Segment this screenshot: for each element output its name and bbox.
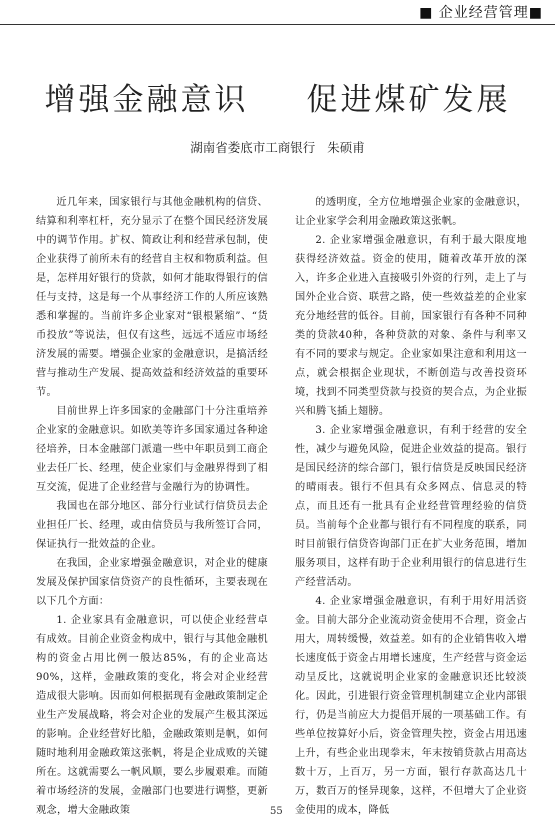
body-paragraph: 我国也在部分地区、部分行业试行信贷员去企业担任厂长、经理，或由信贷员与我所签订合同，保证执行一批效益的企业。 [36, 501, 268, 550]
right-column [295, 193, 527, 820]
body-paragraph: 目前世界上许多国家的金融部门十分注重培养企业家的金融意识。如欧美等许多国家通过各种途径培养，日本金融部门派遣一些中年职员到工商企业去任厂长、经理，使企业家们与金融界得到了相互交流，促进了企业经营与金融行为的协调性。 [36, 406, 268, 493]
page-number: 55 [270, 806, 283, 817]
left-column [36, 193, 268, 820]
header-bar [0, 0, 555, 25]
section-tag: ■ 企业经营管理■ [419, 5, 543, 21]
body-paragraph: 近几年来，国家银行与其他金融机构的信贷、结算和利率杠杆，充分显示了在整个国民经济发展中的调节作用。扩权、简政让利和经营承包制，使企业获得了前所未有的经营自主权和物质利益。但是，怎样用好银行的贷款，如何才能取得银行的信任与支持，这是每一个从事经济工作的人所应该熟悉和掌握的。当前许多企业家对“银根紧缩”、“货币投放”等说法，但仅有这些，远远不适应市场经济发展的需要。增强企业家的金融意识，是搞活经营与推动生产发展、提高效益和经济效益的重要环节。 [36, 197, 268, 398]
byline [0, 138, 555, 156]
author-name: 朱硕甫 [327, 140, 365, 155]
body-paragraph: 3. 企业家增强金融意识，有利于经营的安全性，减少与避免风险，促进企业效益的提高。银行是国民经济的综合部门，银行信贷是反映国民经济的晴雨表。银行不但具有众多网点、信息灵的特点，而且还有一批具有企业经营管理经验的信贷员。当前每个企业都与银行有不同程度的联系，同时目前银行信贷咨询部门正在扩大业务范围，增加服务项目，这样有助于企业利用银行的信息进行生产经营活动。 [295, 425, 527, 588]
body-paragraph: 在我国，企业家增强金融意识，对企业的健康发展及保护国家信贷资产的良性循环，主要表现在以下几个方面： [36, 558, 268, 607]
body-paragraph: 1. 企业家具有金融意识，可以使企业经营卓有成效。目前企业资金构成中，银行与其他金融机构的资金占用比例一般达85%，有的企业高达90%，这样，金融政策的变化，将会对企业经营造成很大影响。因而如何根据现有金融政策制定企业生产发展战略，将会对企业的发展产生极其深远的影响。企业经营好比船，金融政策则是帆，如何随时地利用金融政策这张帆，将是企业成败的关键所在。这就需要么一帆风顺，要么步履艰难。而随着市场经济的发展，金融部门也要进行调整，更新观念，增大金融政策 [36, 615, 268, 816]
article-title [0, 74, 555, 119]
title-part-1: 增强金融意识 [44, 82, 249, 118]
body-paragraph: 2. 企业家增强金融意识，有利于最大限度地获得经济效益。资金的使用，随着改革开放的深入，许多企业进入直接吸引外资的行列，走上了与国外企业合资、联营之路，使一些效益差的企业家充分地经营的低谷。目前，国家银行有各种不同种类的贷款40种，各种贷款的对象、条件与利率又有不同的要求与规定。企业家如果注意和利用这一点，就会根据企业现状，不断创造与改善投资环境，找到不同类型贷款与投资的契合点，为企业振兴和腾飞插上翅膀。 [295, 235, 527, 417]
title-part-2: 促进煤矿发展 [306, 82, 511, 118]
body-paragraph: 4. 企业家增强金融意识，有利于用好用活资金。目前大部分企业流动资金使用不合理，资金占用大，周转缓慢，效益差。如有的企业销售收入增长速度低于资金占用增长速度，生产经营与资金运动呈反比，这就说明企业家的金融意识还比较淡化。因此，引进银行资金管理机制建立企业内部银行，仍是当前应大力提倡开展的一项基础工作。有些单位按算好小后，资金管理失控，资金占用迅速上升，有些企业出现拳末，年末按销贷款占用高达数十万，上百万，另一方面，银行存款高达几十万，数百万的怪异现象，这样，不但增大了企业资金使用的成本，降低 [295, 596, 527, 816]
author-organization: 湖南省娄底市工商银行 [190, 140, 316, 155]
body-paragraph: 的透明度，全方位地增强企业家的金融意识，让企业家学会利用金融政策这张帆。 [295, 197, 527, 227]
